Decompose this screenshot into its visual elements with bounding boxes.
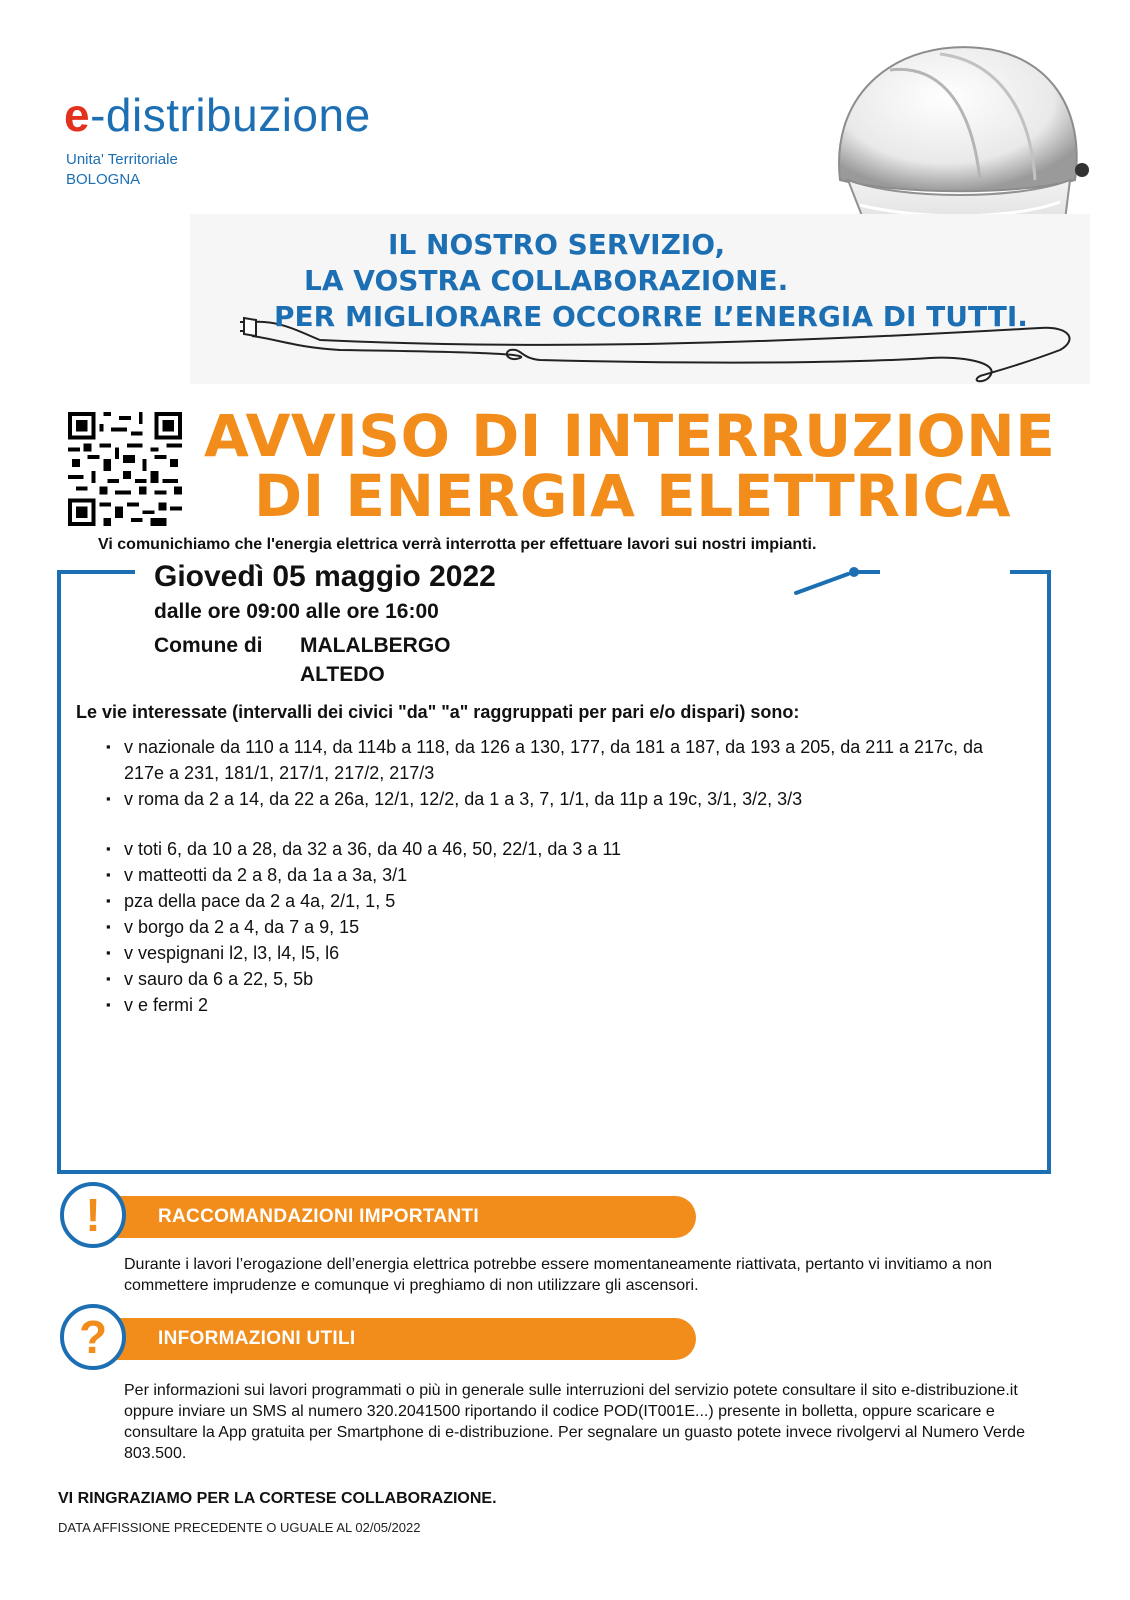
thanks-message: VI RINGRAZIAMO PER LA CORTESE COLLABORAZIONE. <box>58 1490 497 1507</box>
slogan-line-1: IL NOSTRO SERVIZIO, <box>388 228 726 261</box>
logo-e-mark: e <box>64 89 91 141</box>
street-item: ▪ v borgo da 2 a 4, da 7 a 9, 15 <box>104 914 1004 940</box>
logo-wordmark: -distribuzione <box>90 89 371 141</box>
interruption-hours: dalle ore 09:00 alle ore 16:00 <box>154 600 439 623</box>
screwdriver-icon <box>790 560 880 600</box>
info-banner: INFORMAZIONI UTILI <box>96 1318 696 1360</box>
street-item: ▪ v vespignani l2, l3, l4, l5, l6 <box>104 940 1004 966</box>
territorial-unit <box>66 150 178 190</box>
notice-intro: Vi comunichiamo che l'energia elettrica verrà interrotta per effettuare lavori sui nostri impianti. <box>98 536 817 553</box>
comune-label: Comune di <box>154 634 263 657</box>
affected-streets-list <box>104 734 1004 1018</box>
box-top-border-left <box>57 570 135 574</box>
recommendations-banner: RACCOMANDAZIONI IMPORTANTI <box>96 1196 696 1238</box>
street-item: ▪ v nazionale da 110 a 114, da 114b a 118, da 126 a 130, 177, da 181 a 187, da 193 a 205, da 211 a 217c, da 217e a 231, 181/1, 217/1, 217/2, 217/3 <box>104 734 1004 786</box>
posting-date: DATA AFFISSIONE PRECEDENTE O UGUALE AL 02/05/2022 <box>58 1520 421 1535</box>
box-top-border-right <box>1010 570 1051 574</box>
street-item: ▪ v toti 6, da 10 a 28, da 32 a 36, da 40 a 46, 50, 22/1, da 3 a 11 <box>104 836 1004 862</box>
exclamation-icon: ! <box>60 1182 126 1248</box>
info-text: Per informazioni sui lavori programmati o più in generale sulle interruzioni del servizio potete consultare il sito e-distribuzione.it oppure inviare un SMS al numero 320.2041500 riportando il codice POD(IT001E...) presente in bolletta, oppure scaricare e consultare la App gratuita per Smartphone di e-distribuzione. Per segnalare un guasto potete invece rivolgervi al Numero Verde 803.500. <box>124 1382 1025 1462</box>
frazione-name: ALTEDO <box>300 663 385 686</box>
street-item: ▪ v matteotti da 2 a 8, da 1a a 3a, 3/1 <box>104 862 1004 888</box>
street-item: ▪ v sauro da 6 a 22, 5, 5b <box>104 966 1004 992</box>
unit-city: BOLOGNA <box>66 171 141 188</box>
comune-name: MALALBERGO <box>300 634 451 657</box>
slogan-line-3: PER MIGLIORARE OCCORRE L’ENERGIA DI TUTTI. <box>274 300 1028 333</box>
slogan-line-2: LA VOSTRA COLLABORAZIONE. <box>304 264 789 297</box>
unit-label: Unita' Territoriale <box>66 151 178 168</box>
notice-title-line-2: DI ENERGIA ELETTRICA <box>254 462 1011 530</box>
recommendations-text: Durante i lavori l’erogazione dell’energia elettrica potrebbe essere momentaneamente riattivata, pertanto vi invitiamo a non commettere imprudenze e comunque vi preghiamo di non utilizzare gli ascensori. <box>124 1256 993 1294</box>
street-item: ▪ v e fermi 2 <box>104 992 1004 1018</box>
interruption-date: Giovedì 05 maggio 2022 <box>154 560 496 593</box>
street-item: ▪ v roma da 2 a 14, da 22 a 26a, 12/1, 12/2, da 1 a 3, 7, 1/1, da 11p a 19c, 3/1, 3/2, 3/3 <box>104 786 1004 812</box>
e-distribuzione-logo <box>64 88 371 142</box>
qr-code-icon[interactable] <box>68 412 182 526</box>
notice-title-line-1: AVVISO DI INTERRUZIONE <box>204 402 1056 470</box>
street-item: ▪ pza della pace da 2 a 4a, 2/1, 1, 5 <box>104 888 1004 914</box>
streets-header: Le vie interessate (intervalli dei civici "da" "a" raggruppati per pari e/o dispari) sono: <box>76 702 800 722</box>
question-mark-icon: ? <box>60 1304 126 1370</box>
